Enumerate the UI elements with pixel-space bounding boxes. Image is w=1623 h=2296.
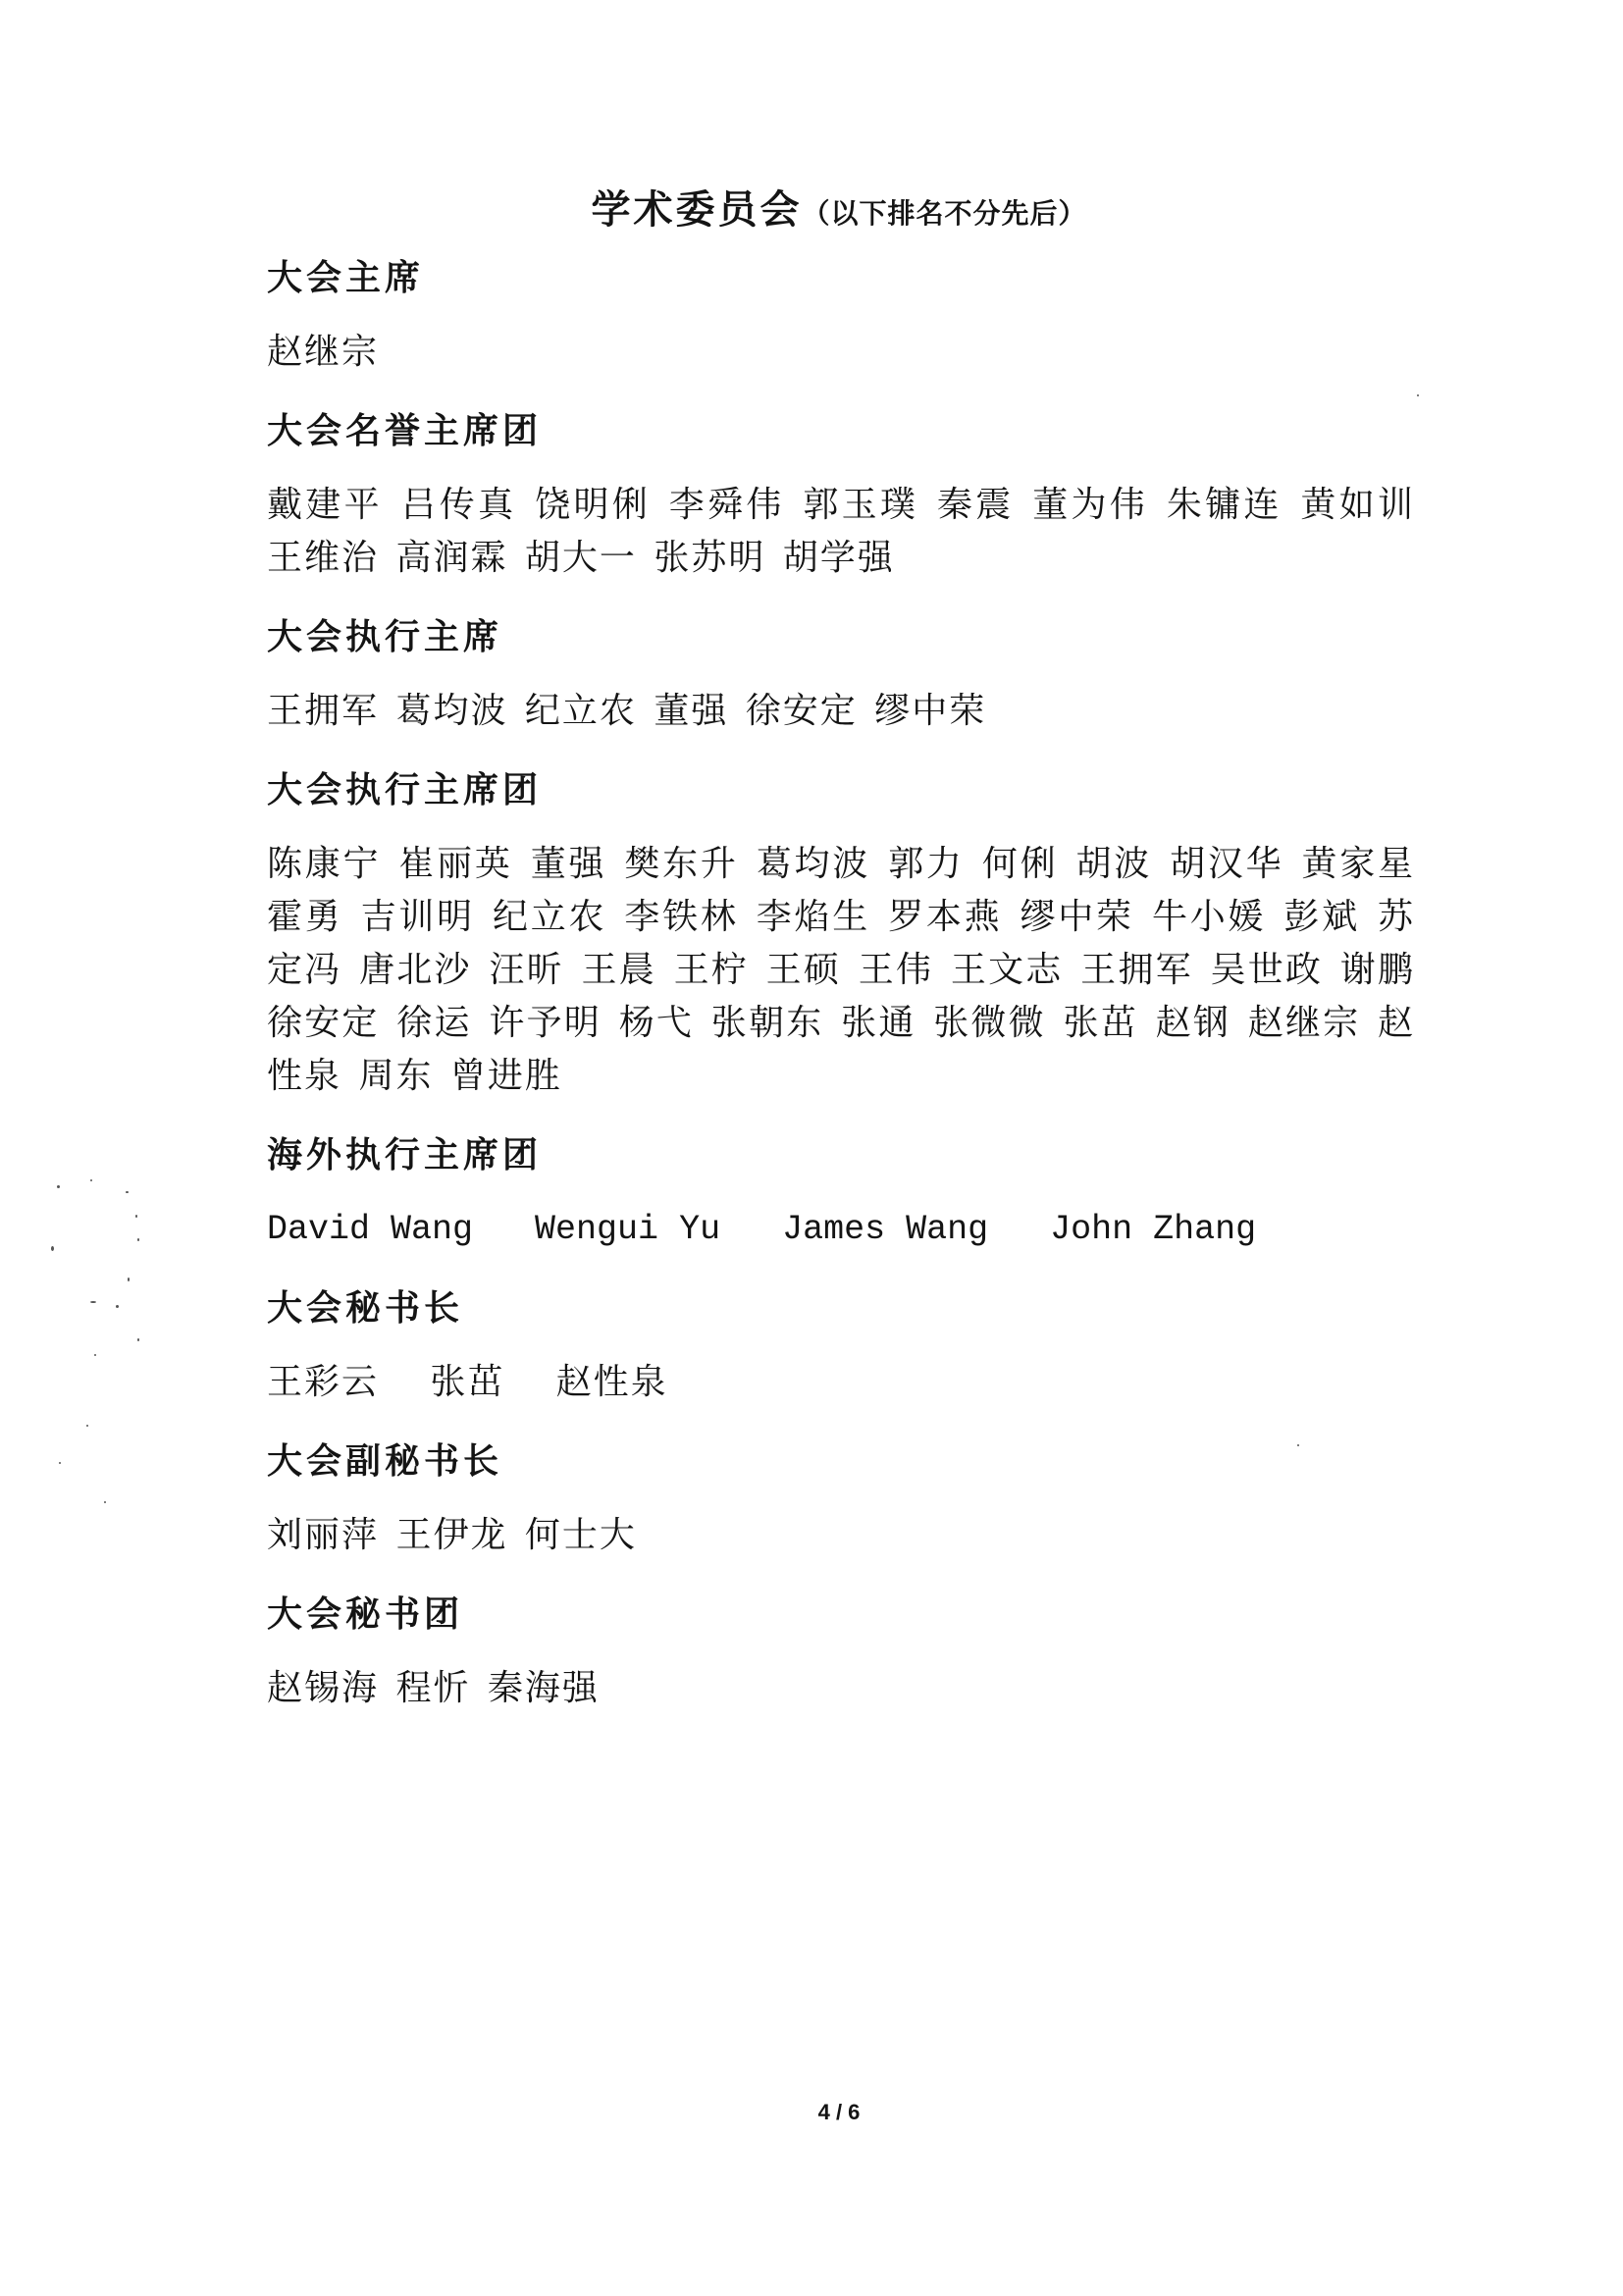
scan-speck <box>135 1215 137 1218</box>
names-chair: 赵继宗 <box>267 332 380 372</box>
committee-list <box>267 253 1415 1743</box>
page-number: 4 / 6 <box>817 2100 861 2124</box>
document-title <box>0 179 1623 235</box>
names-executive-presidium: 陈康宁 崔丽英 董强 樊东升 葛均波 郭力 何俐 胡波 胡汉华 黄家星 霍勇 吉训明 纪立农 李铁林 李焰生 罗本燕 缪中荣 牛小媛 彭斌 苏定冯 唐北沙 汪昕 王晨 王柠 王硕 王伟 王文志 王拥军 吴世政 谢鹏 徐安定 徐运 许予明 杨弋 张朝东 张通 张微微 张茁 赵钢 赵继宗 赵性泉 周东 曾进胜 <box>267 844 1415 1096</box>
section-heading-secretary-general: 大会秘书长 <box>267 1288 464 1329</box>
scan-speck <box>94 1354 96 1356</box>
scan-speck <box>51 1246 54 1251</box>
section-heading-chair: 大会主席 <box>267 258 425 298</box>
scan-speck <box>90 1179 92 1181</box>
section-heading-secretariat: 大会秘书团 <box>267 1594 464 1635</box>
scan-speck <box>86 1425 88 1427</box>
scan-speck <box>116 1305 119 1308</box>
scan-speck <box>59 1462 61 1464</box>
title-text: 学术委员会 <box>591 187 803 233</box>
names-secretariat: 赵锡海 程忻 秦海强 <box>267 1668 600 1708</box>
scan-speck <box>128 1278 130 1281</box>
names-deputy-secretary-general: 刘丽萍 王伊龙 何士大 <box>267 1515 637 1555</box>
names-overseas: David Wang Wengui Yu James Wang John Zhang <box>267 1210 1257 1249</box>
section-heading-executive-chair: 大会执行主席 <box>267 617 503 657</box>
scan-speck <box>137 1238 139 1241</box>
scan-speck <box>1417 394 1419 396</box>
scan-speck <box>137 1338 139 1341</box>
scan-speck <box>90 1301 96 1303</box>
scan-speck <box>104 1501 106 1503</box>
scan-speck <box>126 1191 129 1193</box>
section-heading-executive-presidium: 大会执行主席团 <box>267 770 543 810</box>
scan-speck <box>1297 1444 1299 1446</box>
names-honorary: 戴建平 吕传真 饶明俐 李舜伟 郭玉璞 秦震 董为伟 朱镛连 黄如训 王维治 高润霖 胡大一 张苏明 胡学强 <box>267 485 1415 578</box>
section-heading-overseas: 海外执行主席团 <box>267 1135 543 1175</box>
section-heading-deputy-secretary-general: 大会副秘书长 <box>267 1441 503 1482</box>
section-heading-honorary: 大会名誉主席团 <box>267 411 543 451</box>
title-note: （以下排名不分先后） <box>802 197 1087 230</box>
names-secretary-general: 王彩云 张茁 赵性泉 <box>267 1362 668 1402</box>
names-executive-chair: 王拥军 葛均波 纪立农 董强 徐安定 缪中荣 <box>267 691 987 731</box>
scan-speck <box>57 1185 60 1188</box>
